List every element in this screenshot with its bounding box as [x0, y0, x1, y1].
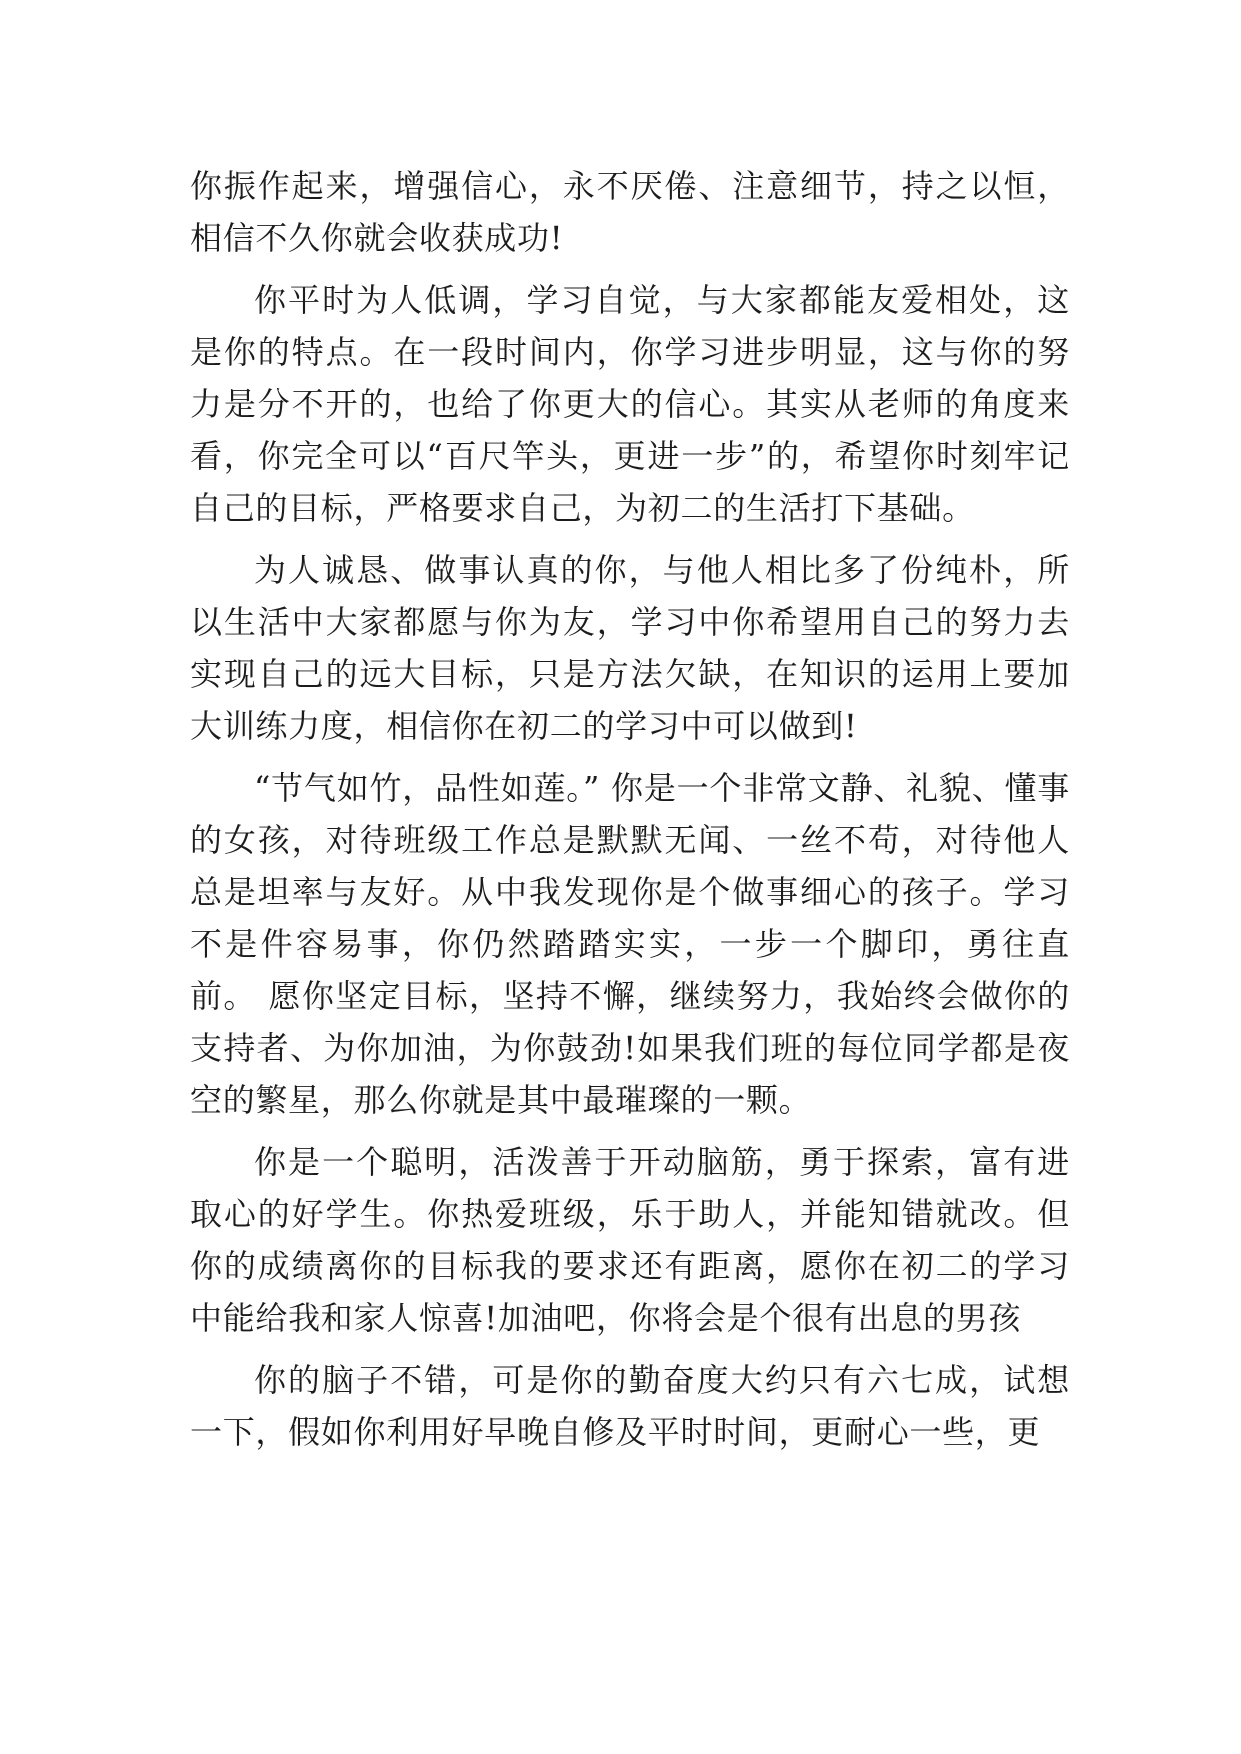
paragraph-3: 为人诚恳、做事认真的你，与他人相比多了份纯朴，所以生活中大家都愿与你为友，学习中你希望用自己的努力去实现自己的远大目标，只是方法欠缺，在知识的运用上要加大训练力度，相信你在初二的学习中可以做到!: [190, 551, 1070, 745]
paragraph-1: 你振作起来，增强信心，永不厌倦、注意细节，持之以恒，相信不久你就会收获成功!: [190, 167, 1070, 257]
document-body: [190, 160, 1070, 1468]
paragraph-2: 你平时为人低调，学习自觉，与大家都能友爱相处，这是你的特点。在一段时间内，你学习进步明显，这与你的努力是分不开的，也给了你更大的信心。其实从老师的角度来看，你完全可以“百尺竿头，更进一步”的，希望你时刻牢记自己的目标，严格要求自己，为初二的生活打下基础。: [190, 281, 1070, 527]
paragraph-5: 你是一个聪明，活泼善于开动脑筋，勇于探索，富有进取心的好学生。你热爱班级，乐于助人，并能知错就改。但你的成绩离你的目标我的要求还有距离，愿你在初二的学习中能给我和家人惊喜!加油吧，你将会是个很有出息的男孩: [190, 1143, 1070, 1337]
paragraph-6: 你的脑子不错，可是你的勤奋度大约只有六七成，试想一下，假如你利用好早晚自修及平时时间，更耐心一些，更: [190, 1361, 1070, 1451]
paragraph-4: “节气如竹，品性如莲。” 你是一个非常文静、礼貌、懂事的女孩，对待班级工作总是默默无闻、一丝不苟，对待他人总是坦率与友好。从中我发现你是个做事细心的孩子。学习不是件容易事，你仍然踏踏实实，一步一个脚印，勇往直前。 愿你坚定目标，坚持不懈，继续努力，我始终会做你的支持者、为你加油，为你鼓劲!如果我们班的每位同学都是夜空的繁星，那么你就是其中最璀璨的一颗。: [190, 769, 1070, 1119]
